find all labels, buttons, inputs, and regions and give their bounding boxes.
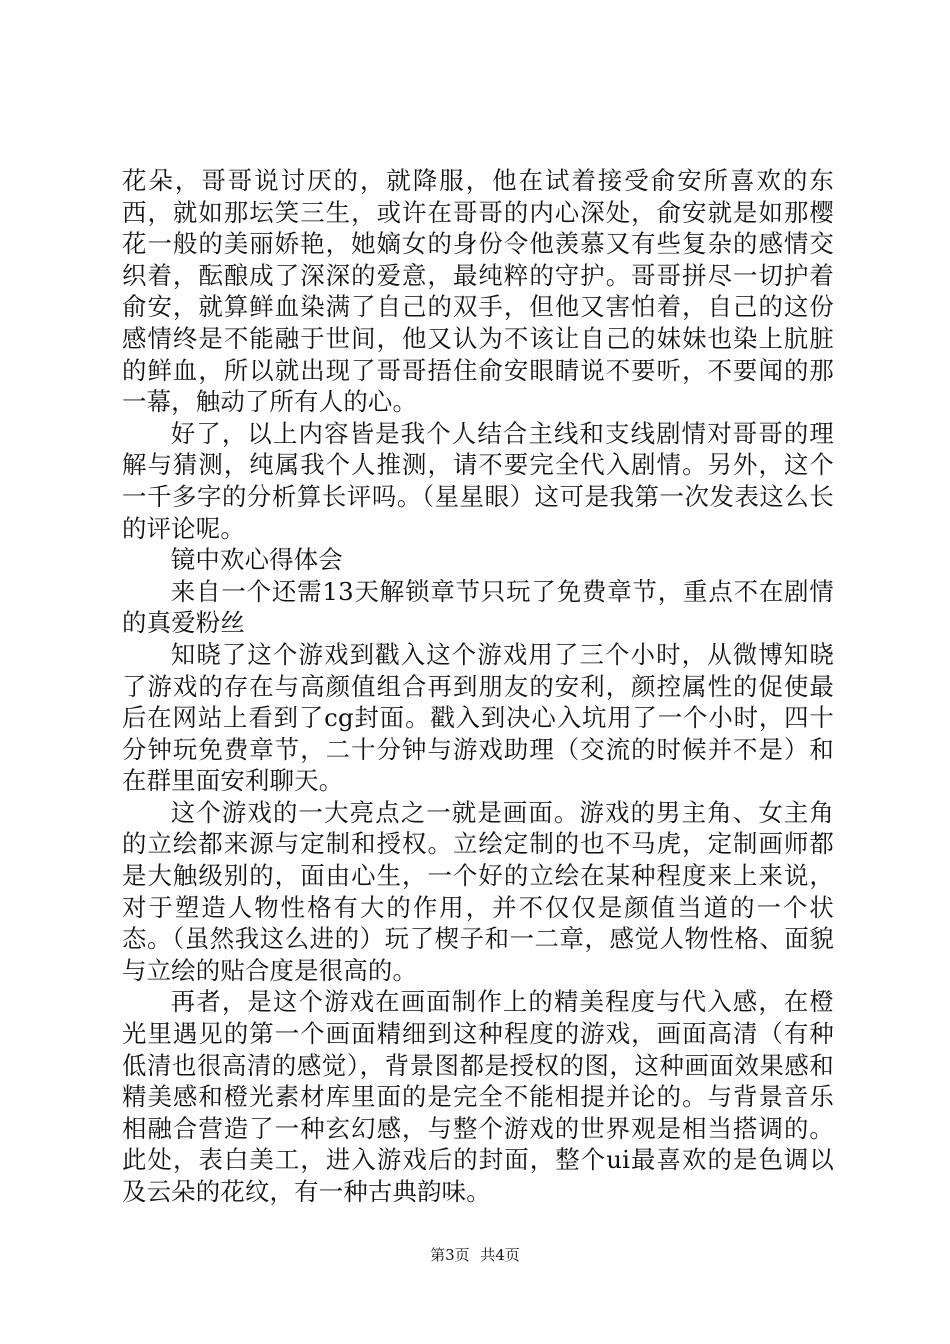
paragraph-author-note: 来自一个还需13天解锁章节只玩了免费章节，重点不在剧情的真爱粉丝 (122, 576, 834, 638)
page-number-current: 第3页 (430, 1246, 470, 1264)
paragraph-continuation: 花朵，哥哥说讨厌的，就降服，他在试着接受俞安所喜欢的东西，就如那坛笑三生，或许在哥哥的内心深处，俞安就是如那樱花一般的美丽娇艳，她嫡女的身份令他羡慕又有些复杂的感情交织着，酝酿成了深深的爱意，最纯粹的守护。哥哥拼尽一切护着俞安，就算鲜血染满了自己的双手，但他又害怕着，自己的这份感情终是不能融于世间，他又认为不该让自己的妹妹也染上肮脏的鲜血，所以就出现了哥哥捂住俞安眼睛说不要听，不要闻的那一幕，触动了所有人的心。 (122, 166, 834, 417)
document-body (122, 165, 834, 1208)
section-title: 镜中欢心得体会 (170, 545, 343, 575)
paragraph-discovery: 知晓了这个游戏到戳入这个游戏用了三个小时，从微博知晓了游戏的存在与高颜值组合再到朋友的安利，颜控属性的促使最后在网站上看到了cg封面。戳入到决心入坑用了一个小时，四十分钟玩免费章节，二十分钟与游戏助理（交流的时候并不是）和在群里面安利聊天。 (122, 639, 834, 796)
paragraph-closing-remark: 好了，以上内容皆是我个人结合主线和支线剧情对哥哥的理解与猜测，纯属我个人推测，请不要完全代入剧情。另外，这个一千多字的分析算长评吗。（星星眼）这可是我第一次发表这么长的评论呢。 (122, 418, 834, 543)
paragraph-artwork: 这个游戏的一大亮点之一就是画面。游戏的男主角、女主角的立绘都来源与定制和授权。立绘定制的也不马虎，定制画师都是大触级别的，面由心生，一个好的立绘在某种程度来上来说，对于塑造人物性格有大的作用，并不仅仅是颜值当道的一个状态。（虽然我这么进的）玩了楔子和一二章，感觉人物性格、面貌与立绘的贴合度是很高的。 (122, 797, 834, 985)
page-number-total: 共4页 (480, 1246, 520, 1264)
page-footer (0, 1245, 950, 1265)
paragraph-visuals: 再者，是这个游戏在画面制作上的精美程度与代入感，在橙光里遇见的第一个画面精细到这种程度的游戏，画面高清（有种低清也很高清的感觉），背景图都是授权的图，这种画面效果感和精美感和橙光素材库里面的是完全不能相提并论的。与背景音乐相融合营造了一种玄幻感，与整个游戏的世界观是相当搭调的。此处，表白美工，进入游戏后的封面，整个ui最喜欢的是色调以及云朵的花纹，有一种古典韵味。 (122, 987, 834, 1206)
